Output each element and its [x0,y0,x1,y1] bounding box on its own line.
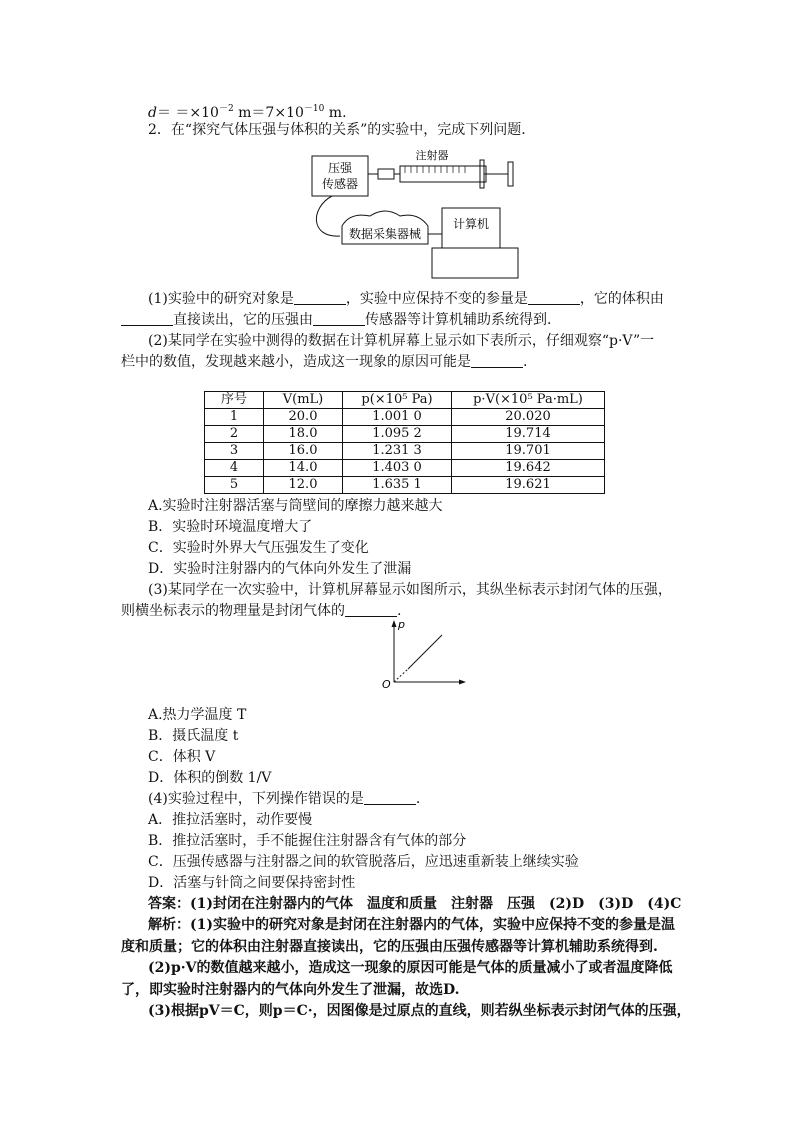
table-row [205,409,605,426]
sensor-label-1: 压强 [327,161,353,175]
answer-blank-6[interactable] [345,602,397,617]
table-row [205,477,605,494]
computer-base [432,248,518,278]
table-cell: 12.0 [264,477,343,494]
table-cell: 20.0 [264,409,343,426]
option-2-4-b: B．推拉活塞时，手不能握住注射器含有气体的部分 [148,833,467,849]
table-cell: 19.714 [452,426,605,443]
table-cell: 1.635 1 [343,477,452,494]
syringe-barrel [400,166,486,182]
table-cell: 14.0 [264,460,343,477]
table-cell: 20.020 [452,409,605,426]
explanation-2-line2: 了，即实验时注射器内的气体向外发生了泄漏，故选D. [121,982,460,998]
question-2-3-line2: 则横坐标表示的物理量是封闭气体的 . [121,603,402,619]
question-2-2-line2: 栏中的数值，发现越来越小，造成这一现象的原因可能是 . [121,354,528,370]
table-cell: 2 [205,426,264,443]
table-row [205,426,605,443]
y-axis-label: p [398,618,405,631]
table-row [205,460,605,477]
explanation-3-line1: (3)根据pV＝C，则p＝C·，因图像是过原点的直线，则若纵坐标表示封闭气体的压强， [148,1003,691,1019]
option-2-4-c: C．压强传感器与注射器之间的软管脱落后，应迅速重新装上继续实验 [148,854,579,870]
option-2-2-b: B．实验时环境温度增大了 [148,519,313,535]
question-2-title: 2．在“探究气体压强与体积的关系”的实验中，完成下列问题. [148,122,526,138]
answer-blank-2[interactable] [528,290,580,305]
answer-line: 答案：(1)封闭在注射器内的气体 温度和质量 注射器 压强 (2)D (3)D (4)C [148,896,682,912]
option-2-3-b: B．摄氏温度 t [148,728,239,744]
table-cell: 1.403 0 [343,460,452,477]
table-header: V(mL) [264,392,343,409]
answer-blank-5[interactable] [471,353,523,368]
data-table [204,391,605,494]
table-row [205,443,605,460]
table-cell: 19.701 [452,443,605,460]
option-2-4-d: D．活塞与针筒之间要保持密封性 [148,875,356,891]
syringe-label: 注射器 [415,149,449,162]
table-cell: 3 [205,443,264,460]
table-cell: 5 [205,477,264,494]
question-2-2-line1: (2)某同学在实验中测得的数据在计算机屏幕上显示如下表所示，仔细观察“p·V”一 [148,333,655,349]
table-cell: 16.0 [264,443,343,460]
connector [378,169,394,179]
question-2-4: (4)实验过程中，下列操作错误的是 . [148,791,421,807]
table-cell: 4 [205,460,264,477]
table-header: 序号 [205,392,264,409]
explanation-1-line2: 度和质量；它的体积由注射器直接读出，它的压强由压强传感器等计算机辅助系统得到. [121,939,658,955]
table-header: p(×10⁵ Pa) [343,392,452,409]
option-2-3-a: A.热力学温度 T [148,707,247,723]
option-2-2-d: D．实验时注射器内的气体向外发生了泄漏 [148,561,412,577]
origin-label: O [382,678,391,690]
option-2-2-c: C．实验时外界大气压强发生了变化 [148,540,369,556]
formula-line: $d= =\times 10^{-2}$ $m=7\times 10^{-10}$ m. [148,104,347,121]
sensor-label-2: 传感器 [321,177,359,191]
answer-blank-7[interactable] [364,790,416,805]
option-2-3-c: C．体积 V [148,749,216,765]
table-cell: 19.621 [452,477,605,494]
option-2-3-d: D．体积的倒数 1/V [148,770,272,786]
table-cell: 18.0 [264,426,343,443]
table-cell: 1.095 2 [343,426,452,443]
collector-label: 数据采集器械 [348,227,422,241]
p-graph [376,618,466,690]
explanation-1-line1: 解析：(1)实验中的研究对象是封闭在注射器内的气体，实验中应保持不变的参量是温 [148,917,675,933]
question-2-1-line2: 直接读出，它的压强由 传感器等计算机辅助系统得到. [121,310,551,330]
table-cell: 1 [205,409,264,426]
table-cell: 1.231 3 [343,443,452,460]
table-cell: 19.642 [452,460,605,477]
option-2-2-a: A.实验时注射器活塞与筒壁间的摩擦力越来越大 [148,498,443,514]
answer-blank-3[interactable] [121,311,173,326]
cable-1 [316,196,340,236]
answer-blank-4[interactable] [313,311,365,326]
table-header-row [205,392,605,409]
answer-blank-1[interactable] [294,290,346,305]
table-cell: 1.001 0 [343,409,452,426]
option-2-4-a: A．推拉活塞时，动作要慢 [148,812,313,828]
explanation-2-line1: (2)p·V的数值越来越小，造成这一现象的原因可能是气体的质量减小了或者温度降低 [148,960,673,976]
question-2-3-line1: (3)某同学在一次实验中，计算机屏幕显示如图所示，其纵坐标表示封闭气体的压强， [148,582,672,598]
apparatus-diagram [300,148,530,283]
table-header: p·V(×10⁵ Pa·mL) [452,392,605,409]
question-2-1-line1: (1)实验中的研究对象是 ，实验中应保持不变的参量是 ，它的体积由 [148,291,664,307]
computer-label: 计算机 [452,217,490,231]
